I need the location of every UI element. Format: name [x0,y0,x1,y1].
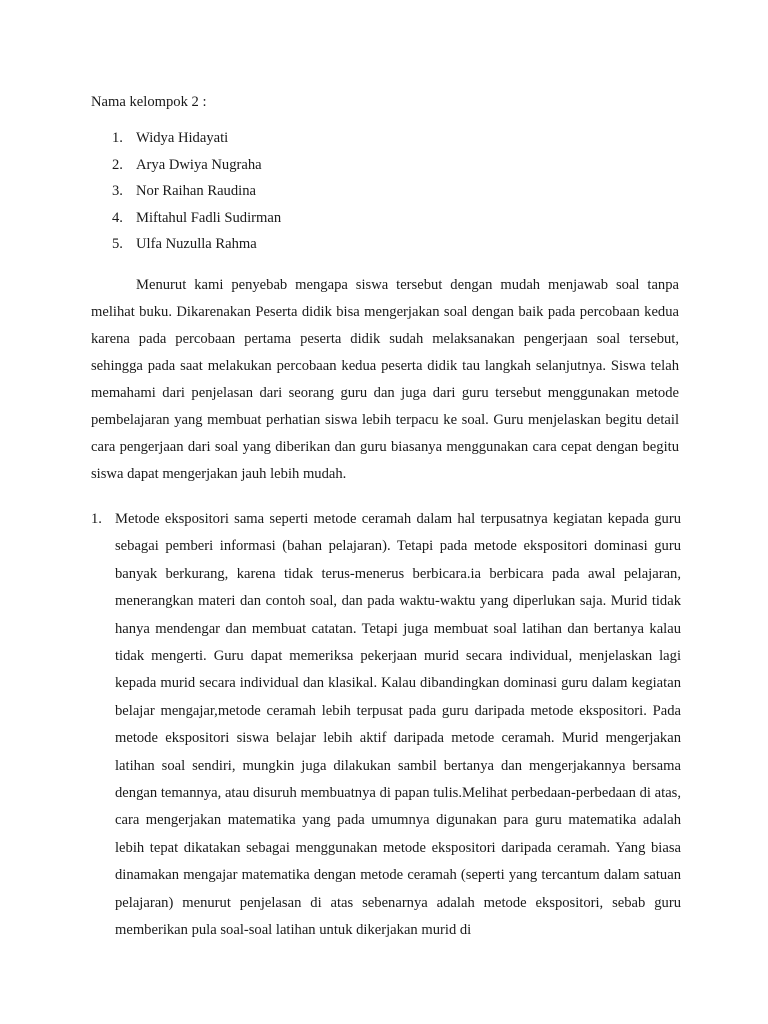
member-item [91,234,281,261]
group-heading: Nama kelompok 2 : [91,94,207,110]
member-name: Nor Raihan Raudina [136,183,256,199]
numbered-item [91,506,681,945]
member-item [91,181,281,208]
member-item [91,128,281,155]
member-number: 3. [112,183,123,199]
member-name: Ulfa Nuzulla Rahma [136,236,257,252]
member-number: 2. [112,156,123,173]
item-number: 1. [91,511,102,527]
member-list [91,128,281,261]
member-name: Arya Dwiya Nugraha [136,156,262,173]
member-number: 4. [112,209,123,226]
member-name: Miftahul Fadli Sudirman [136,209,282,226]
item-text: Metode ekspositori sama seperti metode ceramah dalam hal terpusatnya kegiatan kepada guru sebagai pemberi informasi (bahan pelajaran). Tetapi pada metode ekspositori dominasi guru banyak berkurang, karena tidak terus-menerus berbicara.ia berbicara pada awal pelajaran, menerangkan materi dan contoh soal, dan pada waktu-waktu yang diperlukan saja. Murid tidak hanya mendengar dan membuat catatan. Tetapi juga membuat soal latihan dan bertanya kalau tidak mengerti. Guru dapat memeriksa pekerjaan murid secara individual, menjelaskan lagi kepada murid secara individual dan klasikal. Kalau dibandingkan dominasi guru dalam kegiatan belajar mengajar,metode ceramah lebih terpusat pada guru daripada metode ekspositori. Pada metode ekspositori siswa belajar lebih aktif daripada metode ceramah. Murid mengerjakan latihan soal sendiri, mungkin juga dilakukan sambil bertanya dan mengerjakannya bersama dengan temannya, atau disuruh membuatnya di papan tulis.Melihat perbedaan-perbedaan di atas, cara mengerjakan matematika yang pada umumnya digunakan para guru matematika adalah lebih tepat dikatakan sebagai menggunakan metode ekspositori daripada ceramah. Yang biasa dinamakan mengajar matematika dengan metode ceramah (seperti yang tercantum dalam satuan pelajaran) menurut penjelasan di atas sebenarnya adalah metode ekspositori, sebab guru memberikan pula soal-soal latihan untuk dikerjakan murid di [115,511,681,939]
body-paragraph: Menurut kami penyebab mengapa siswa tersebut dengan mudah menjawab soal tanpa melihat buku. Dikarenakan Peserta didik bisa mengerjakan soal dengan baik pada percobaan kedua karena pada percobaan pertama peserta didik sudah melaksanakan pengerjaan soal tersebut, sehingga pada saat melakukan percobaan kedua peserta didik tau langkah selanjutnya. Siswa telah memahami dari penjelasan dari seorang guru dan juga dari guru tersebut menggunakan metode pembelajaran yang membuat perhatian siswa lebih terpacu ke soal. Guru menjelaskan begitu detail cara pengerjaan dari soal yang diberikan dan guru biasanya menggunakan cara cepat dengan begitu siswa dapat mengerjakan jauh lebih mudah. [91,277,679,482]
member-item [91,155,281,182]
member-name: Widya Hidayati [136,130,229,146]
member-number: 1. [112,130,123,146]
member-number: 5. [112,236,123,252]
member-item [91,208,281,235]
